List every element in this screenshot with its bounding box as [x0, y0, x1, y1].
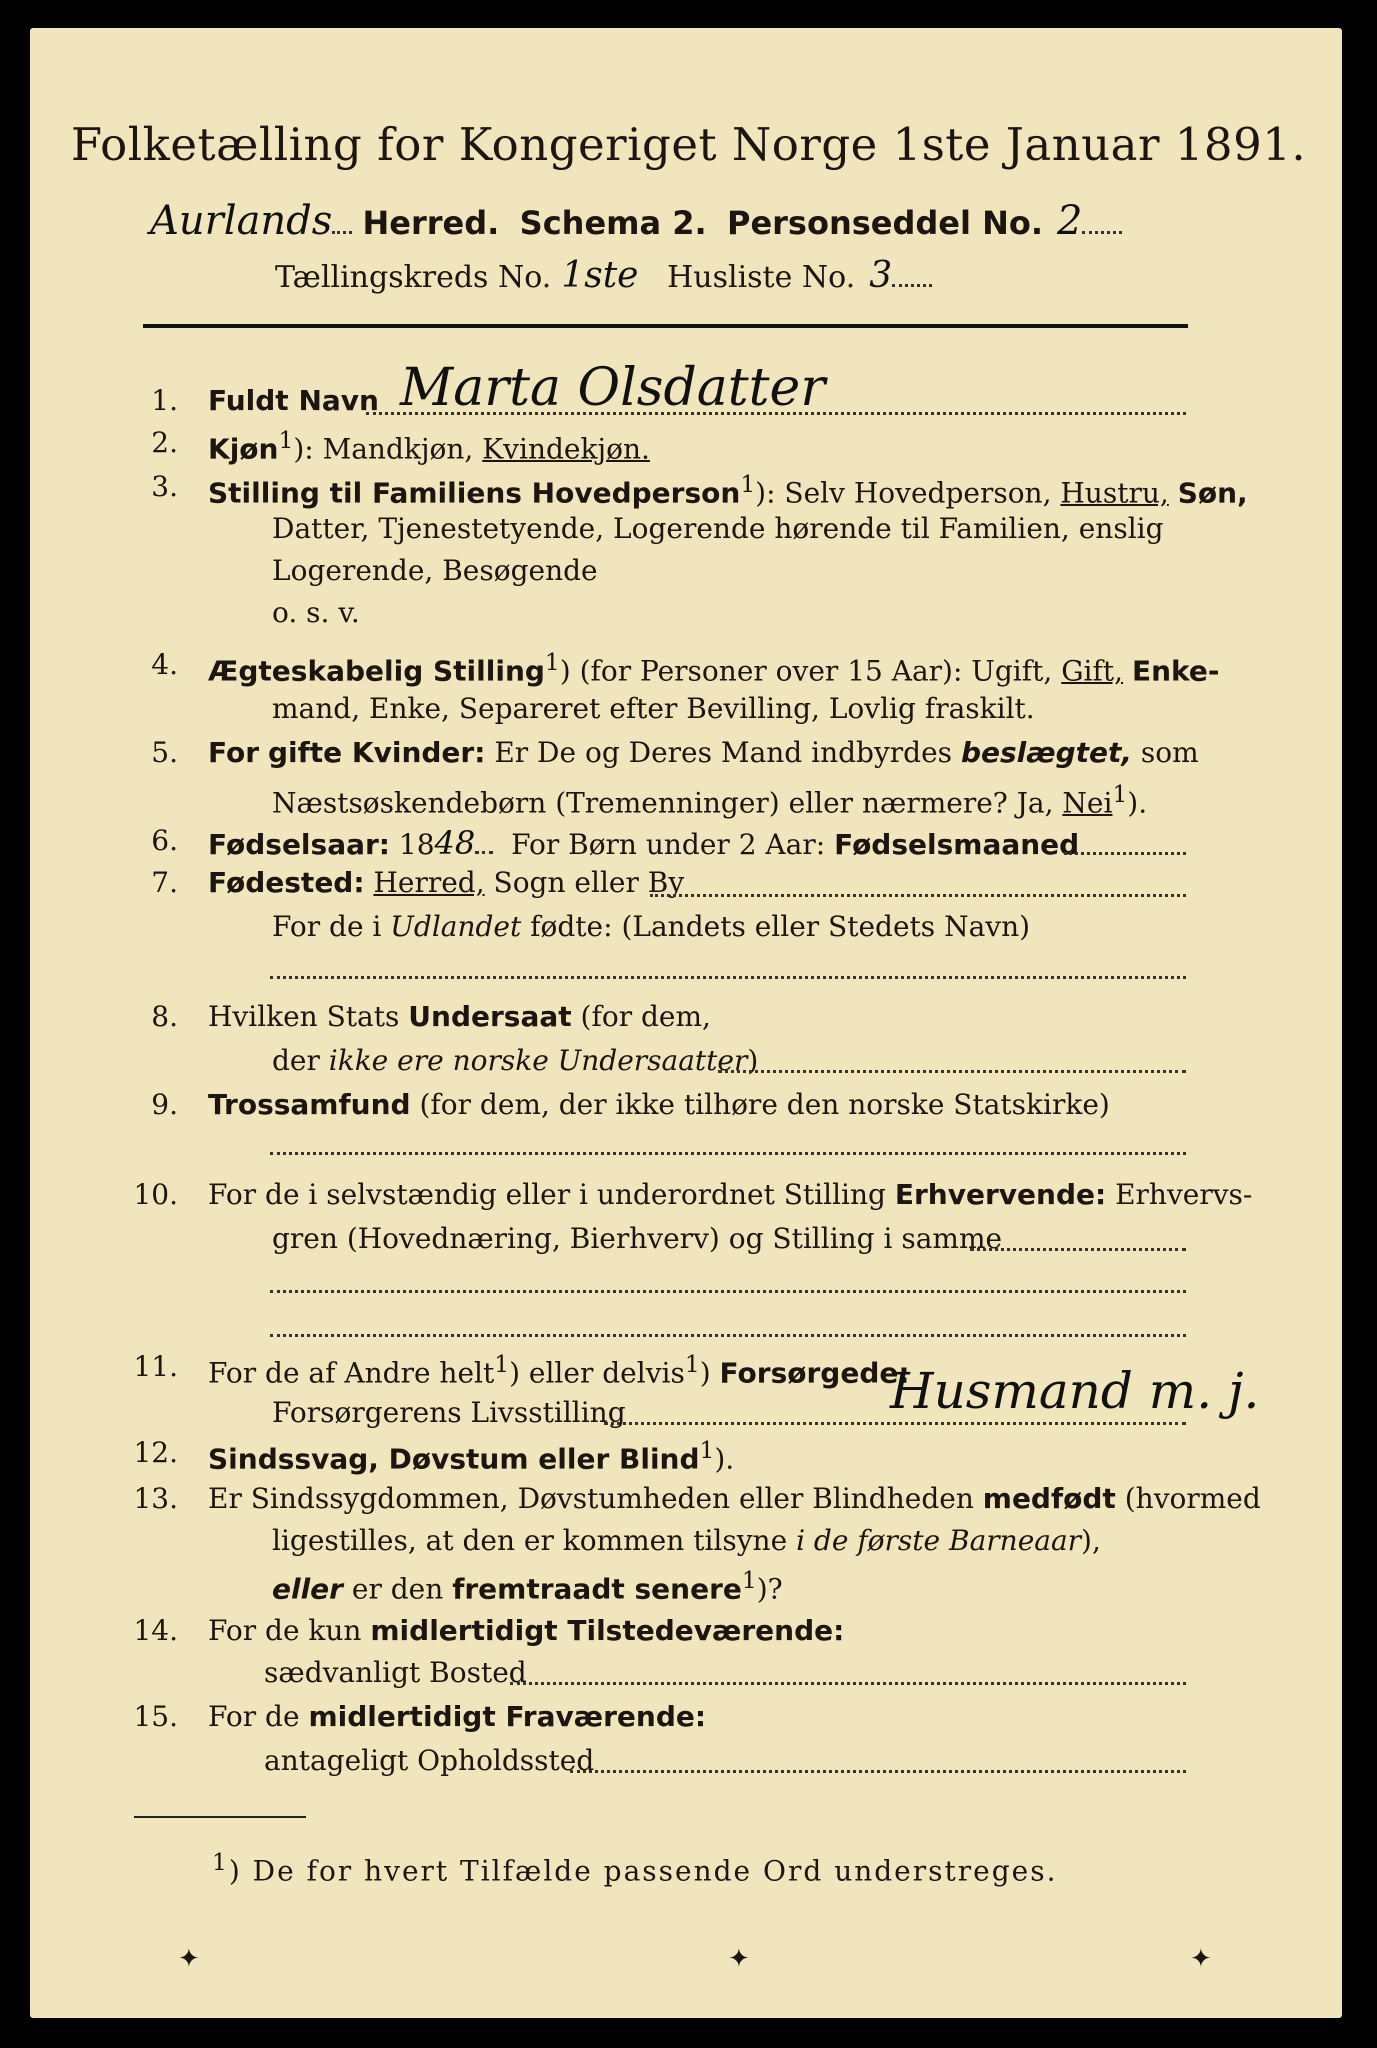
- q11-footnote-ref-1: 1: [494, 1350, 510, 1378]
- q11-footnote-ref-2: 1: [684, 1350, 700, 1378]
- q3-line3: Logerende, Besøgende: [272, 554, 598, 587]
- q10-end: Erhvervs-: [1115, 1178, 1253, 1211]
- q5-selected-option: Nei: [1062, 786, 1113, 820]
- kreds-line: [275, 255, 932, 296]
- q13-end: (hvormed: [1124, 1482, 1261, 1515]
- q4-options: ) (for Personer over 15 Aar): Ugift,: [559, 654, 1053, 688]
- footnote-text: ) De for hvert Tilfælde passende Ord understreges.: [228, 1854, 1058, 1888]
- q3-option-son: Søn,: [1177, 476, 1248, 510]
- q3-options: ): Selv Hovedperson,: [755, 476, 1052, 510]
- q7-blank-line: [270, 976, 1186, 979]
- q6-dotted-line: [1064, 852, 1186, 855]
- kreds-label: Tællingskreds No.: [275, 260, 552, 295]
- q5-end: som: [1140, 736, 1199, 769]
- q8-line2-close: ): [747, 1044, 759, 1077]
- footnote: [212, 1848, 1057, 1887]
- q11-close: ): [699, 1356, 711, 1390]
- herred-label: Herred.: [362, 204, 500, 242]
- q7-text: [208, 866, 684, 899]
- q9-blank-line: [270, 1152, 1186, 1155]
- q4-footnote-ref: 1: [544, 648, 560, 676]
- q13-line3: [272, 1566, 783, 1605]
- q8-line2-pre: der: [272, 1044, 320, 1077]
- footnote-rule: [134, 1816, 306, 1818]
- q3-text: [208, 470, 1248, 509]
- herred-line: [150, 198, 1122, 244]
- q7-dotted-line: [650, 894, 1186, 897]
- q4-number: 4.: [151, 648, 178, 681]
- q13-line3-italic: eller: [272, 1572, 343, 1606]
- q13-line2-italic: i de første Barneaar: [796, 1524, 1082, 1557]
- q11-mid: ) eller delvis: [509, 1356, 685, 1390]
- q12-bold: Sindssvag, Døvstum eller Blind: [208, 1442, 700, 1476]
- q6-label: Fødselsaar:: [208, 828, 390, 861]
- q10-number: 10.: [133, 1178, 178, 1211]
- q6-number: 6.: [151, 824, 178, 857]
- q11-pre: For de af Andre helt: [208, 1356, 495, 1390]
- q15-line2: antageligt Opholdssted: [264, 1744, 595, 1777]
- q11-provider-value: Husmand m. j.: [890, 1362, 1260, 1420]
- q12-text: [208, 1436, 734, 1475]
- q7-line2-pre: For de i: [272, 910, 382, 943]
- q5-number: 5.: [151, 736, 178, 769]
- q4-line2: mand, Enke, Separeret efter Bevilling, Lovlig fraskilt.: [272, 692, 1035, 725]
- q13-number: 13.: [133, 1482, 178, 1515]
- q5-line2: [272, 780, 1147, 819]
- q11-dotted-line: [604, 1422, 1186, 1425]
- q6-month-label: Fødselsmaaned: [834, 828, 1080, 861]
- herred-value: Aurlands: [150, 198, 333, 244]
- q9-rest: (for dem, der ikke tilhøre den norske Statskirke): [419, 1088, 1110, 1121]
- q2-options: ): Mandkjøn,: [293, 432, 474, 466]
- q3-number: 3.: [151, 470, 178, 503]
- q10-blank-line-2: [270, 1334, 1186, 1337]
- q10-bold: Erhvervende:: [894, 1178, 1107, 1211]
- q2-footnote-ref: 1: [278, 426, 294, 454]
- q6-year-value: 48: [434, 824, 476, 862]
- q8-line2: [272, 1044, 758, 1077]
- q12-close: ).: [714, 1442, 735, 1476]
- q12-footnote-ref: 1: [699, 1436, 715, 1464]
- q14-pre: For de kun: [208, 1614, 362, 1647]
- q1-label: Fuldt Navn: [208, 384, 379, 417]
- q3-footnote-ref: 1: [740, 470, 756, 498]
- q15-bold: midlertidigt Fraværende:: [308, 1700, 707, 1733]
- q13-line3-bold: fremtraadt senere: [452, 1572, 742, 1606]
- q13-line3-close: )?: [756, 1572, 783, 1606]
- q2-number: 2.: [151, 426, 178, 459]
- q10-text: [208, 1178, 1252, 1211]
- q11-number: 11.: [133, 1350, 178, 1383]
- q13-bold: medfødt: [982, 1482, 1116, 1515]
- q3-line2: Datter, Tjenestetyende, Logerende hørende til Familien, enslig: [272, 512, 1164, 545]
- q4-option-enke: Enke-: [1131, 654, 1220, 688]
- q15-pre: For de: [208, 1700, 300, 1733]
- q13-line3-pre: er den: [351, 1572, 444, 1606]
- q13-text: [208, 1482, 1261, 1515]
- q14-dotted-line: [510, 1682, 1186, 1685]
- kreds-value: 1ste: [561, 255, 639, 296]
- q13-line2-pre: ligestilles, at den er kommen tilsyne: [272, 1524, 788, 1557]
- form-title: Folketælling for Kongeriget Norge 1ste Januar 1891.: [70, 118, 1307, 171]
- schema-label: Schema 2.: [519, 204, 707, 242]
- registration-mark-left: ✦: [178, 1944, 200, 1974]
- personseddel-label: Personseddel No.: [726, 204, 1044, 242]
- registration-mark-right: ✦: [1190, 1944, 1212, 1974]
- q8-line2-italic: ikke ere norske Undersaatter: [328, 1044, 748, 1077]
- q13-line2-close: ),: [1081, 1524, 1101, 1557]
- husliste-value: 3: [869, 255, 893, 296]
- q3-selected-option: Hustru,: [1060, 476, 1169, 510]
- q7-number: 7.: [151, 866, 178, 899]
- q3-label: Stilling til Familiens Hovedperson: [208, 476, 741, 510]
- q8-text: [208, 1000, 711, 1033]
- q2-selected-option: Kvindekjøn.: [482, 432, 650, 466]
- q3-line4: o. s. v.: [272, 596, 360, 629]
- q13-footnote-ref: 1: [741, 1566, 757, 1594]
- q2-label: Kjøn: [208, 432, 279, 466]
- q12-number: 12.: [133, 1436, 178, 1469]
- q10-pre: For de i selvstændig eller i underordnet Stilling: [208, 1178, 886, 1211]
- q9-text: [208, 1088, 1110, 1121]
- q9-bold: Trossamfund: [208, 1088, 411, 1121]
- q7-line2-italic: Udlandet: [390, 910, 522, 943]
- q8-rest: (for dem,: [580, 1000, 711, 1033]
- registration-mark-center: ✦: [728, 1944, 750, 1974]
- q7-rest: Sogn eller By: [493, 866, 685, 899]
- q8-number: 8.: [151, 1000, 178, 1033]
- q15-dotted-line: [570, 1770, 1186, 1773]
- q8-dotted-line: [718, 1070, 1186, 1073]
- q15-text: [208, 1700, 706, 1733]
- q5-bold: gifte Kvinder:: [267, 736, 486, 769]
- q13-pre: Er Sindssygdommen, Døvstumheden eller Blindheden: [208, 1482, 974, 1515]
- q6-year-prefix: 18: [398, 828, 435, 861]
- q14-line2: sædvanligt Bosted: [264, 1656, 527, 1689]
- q4-selected-option: Gift,: [1061, 654, 1124, 688]
- q5-rest: Er De og Deres Mand indbyrdes: [494, 736, 953, 769]
- q6-text: [208, 824, 1079, 862]
- q7-line2-rest: fødte: (Landets eller Stedets Navn): [530, 910, 1031, 943]
- header-divider: [143, 324, 1188, 328]
- q5-text: [208, 736, 1199, 769]
- q5-italic: beslægtet,: [960, 736, 1133, 769]
- q8-pre: Hvilken Stats: [208, 1000, 400, 1033]
- q13-line2: [272, 1524, 1101, 1557]
- q1-number: 1.: [151, 384, 178, 417]
- q10-blank-line-1: [270, 1290, 1186, 1293]
- footnote-marker: 1: [212, 1848, 229, 1876]
- personseddel-value: 2: [1057, 198, 1083, 244]
- q8-bold: Undersaat: [408, 1000, 572, 1033]
- q5-close: ).: [1127, 786, 1148, 820]
- q14-text: [208, 1614, 844, 1647]
- q14-bold: midlertidigt Tilstedeværende:: [370, 1614, 845, 1647]
- q4-text: [208, 648, 1219, 687]
- q11-bold: Forsørgede:: [719, 1356, 910, 1390]
- q6-rest: For Børn under 2 Aar:: [511, 828, 826, 861]
- q11-line2: Forsørgerens Livsstilling: [272, 1396, 626, 1429]
- q10-dotted-line: [970, 1248, 1186, 1251]
- q7-label: Fødested:: [208, 866, 365, 899]
- q10-line2: gren (Hovednæring, Bierhverv) og Stilling i samme: [272, 1222, 1003, 1255]
- q5-line2-text: Næstsøskendebørn (Tremenninger) eller nærmere? Ja,: [272, 786, 1054, 820]
- q2-text: [208, 426, 650, 465]
- q15-number: 15.: [133, 1700, 178, 1733]
- q5-footnote-ref: 1: [1112, 780, 1128, 808]
- q5-pre: For: [208, 736, 260, 769]
- husliste-label: Husliste No.: [667, 260, 856, 295]
- q11-text: [208, 1350, 910, 1389]
- q14-number: 14.: [133, 1614, 178, 1647]
- q1-name-value: Marta Olsdatter: [400, 358, 826, 418]
- q4-label: Ægteskabelig Stilling: [208, 654, 545, 688]
- q7-selected-option: Herred,: [373, 866, 485, 899]
- q9-number: 9.: [151, 1088, 178, 1121]
- q7-line2: [272, 910, 1030, 943]
